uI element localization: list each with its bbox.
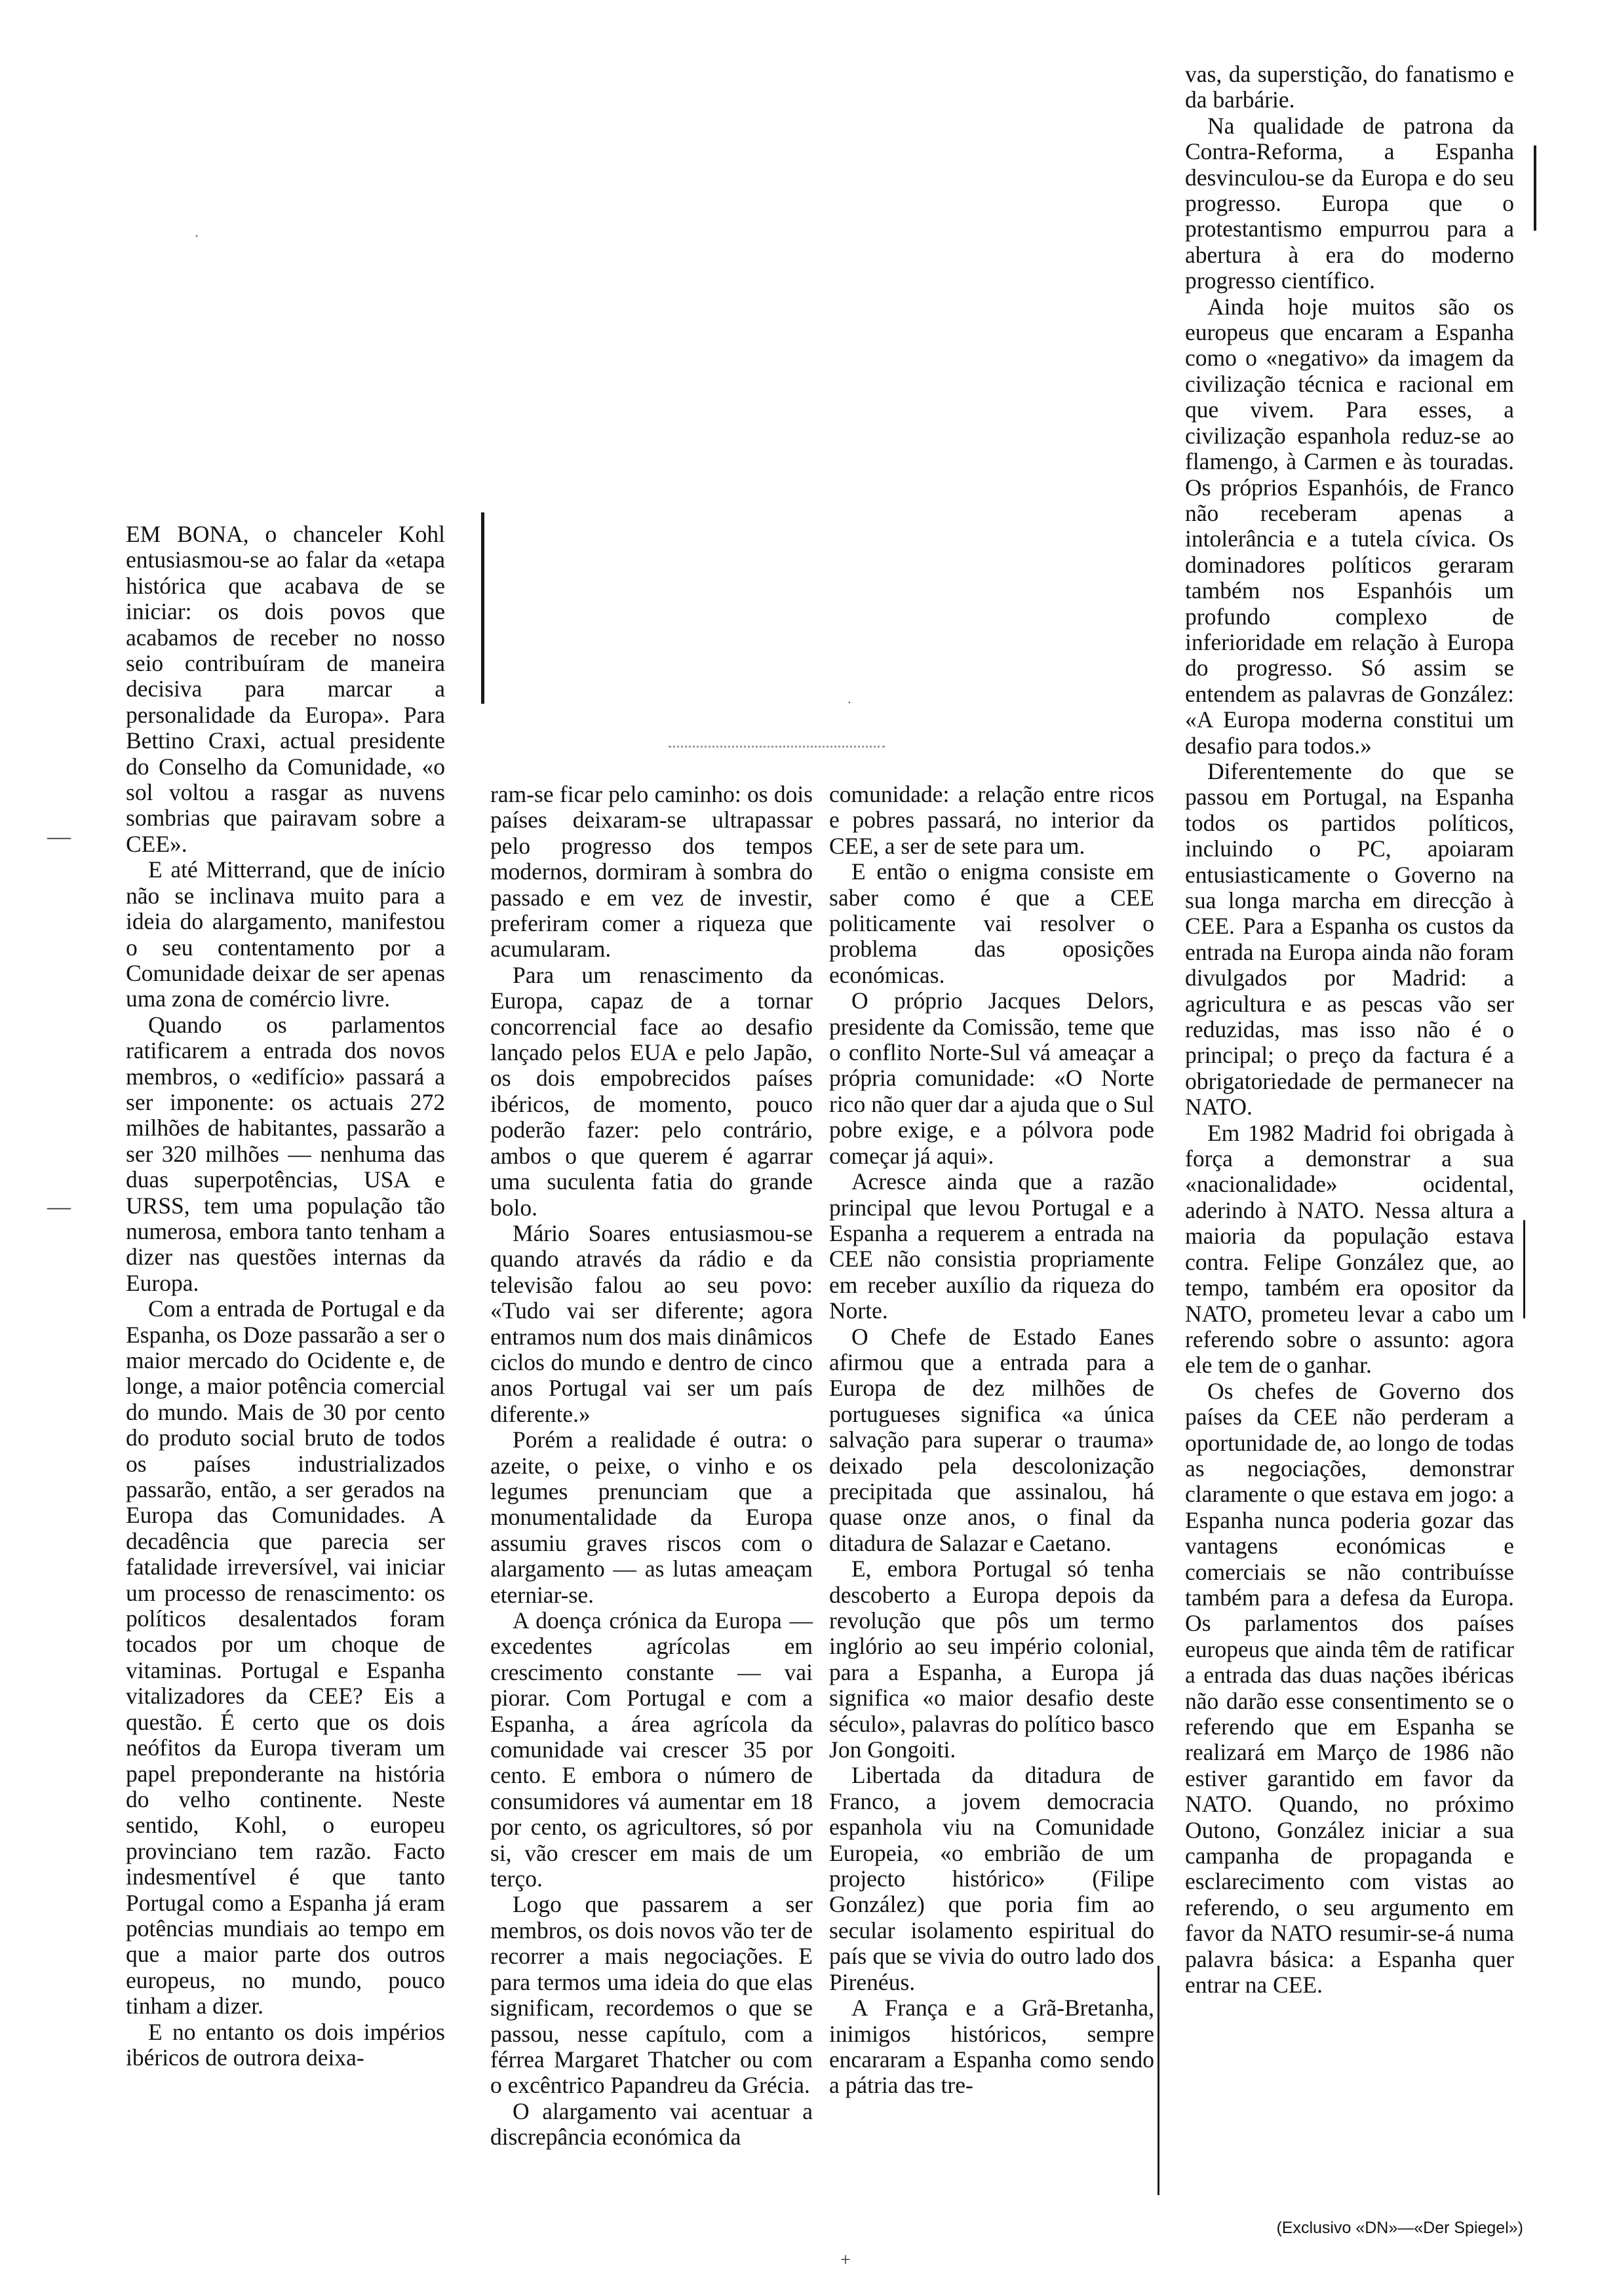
article-paragraph: Os chefes de Governo dos países da CEE não perderam a oportunidade de, ao longo de todas as negociações, demonstrar claramente o que estava em jogo: a Espanha nunca poderia gozar das vantagens económicas e comerciais se não contribuísse também para a defesa da Europa. Os parlamentos dos países europeus que ainda têm de ratificar a entrada das duas nações ibéricas não darão esse consentimento se o referendo que em Espanha se realizará em Março de 1986 não estiver garantido em favor da NATO. Quando, no próximo Outono, González iniciar a sua campanha de propaganda e esclarecimento com vistas ao referendo, o seu argumento em favor da NATO resumir-se-á numa palavra básica: a Espanha quer entrar na CEE.	[1185, 1377, 1514, 1999]
article-paragraph: Para um renascimento da Europa, capaz de a tornar concorrencial face ao desafio lançado pelos EUA e pelo Japão, os dois empobrecidos países ibéricos, de momento, pouco poderão fazer: pelo contrário, ambos o que querem é agarrar uma suculenta fatia do grande bolo.	[490, 961, 813, 1221]
article-paragraph: Quando os parlamentos ratificarem a entrada dos novos membros, o «edifício» passará a ser imponente: os actuais 272 milhões de habitantes, passarão a ser 320 milhões — nenhuma das duas superpotências, USA e URSS, tem uma população tão numerosa, embora tanto tenham a dizer nas questões internas da Europa.	[126, 1011, 445, 1296]
scan-mark: —	[47, 1193, 71, 1219]
article-paragraph: Acresce ainda que a razão principal que levou Portugal e a Espanha a requerem a entrada na CEE não consistia propriamente em receber auxílio da riqueza do Norte.	[829, 1168, 1154, 1324]
article-paragraph: Libertada da ditadura de Franco, a jovem democracia espanhola viu na Comunidade Europeia, «o embrião de um projecto histórico» (Filipe González) que poria fim ao secular isolamento espiritual do país que se vivia do outro lado dos Pirenéus.	[829, 1762, 1154, 1995]
column-rule	[1534, 145, 1536, 231]
article-paragraph: O alargamento vai acentuar a discrepância económica da	[490, 2097, 813, 2151]
article-paragraph: Logo que passarem a ser membros, os dois novos vão ter de recorrer a mais negociações. E para termos uma ideia do que elas significam, recordemos o que se passou, nesse capítulo, com a férrea Margaret Thatcher ou com o excêntrico Papandreu da Grécia.	[490, 1891, 813, 2099]
scan-mark: —	[47, 823, 71, 849]
article-paragraph: E, embora Portugal só tenha descoberto a Europa depois da revolução que pôs um termo inglório ao seu império colonial, para a Espanha, a Europa já significa «o maior desafio deste século», palavras do político basco Jon Gongoiti.	[829, 1556, 1154, 1763]
article-paragraph: Ainda hoje muitos são os europeus que encaram a Espanha como o «negativo» da imagem da civilização técnica e racional em que vivem. Para esses, a civilização espanhola reduz-se ao flamengo, à Carmen e às touradas. Os próprios Espanhóis, de Franco não receberam apenas a intolerância e a tutela cívica. Os dominadores políticos geraram também nos Espanhóis um profundo complexo de inferioridade em relação à Europa do progresso. Só assim se entendem as palavras de González: «A Europa moderna constitui um desafio para todos.»	[1185, 293, 1514, 759]
article-paragraph: E então o enigma consiste em saber como é que a CEE politicamente vai resolver o problema das oposições económicas.	[829, 858, 1154, 988]
article-paragraph: O Chefe de Estado Eanes afirmou que a entrada para a Europa de dez milhões de portugueses significa «a única salvação para superar o trauma» deixado pela descolonização precipitada que assinalou, há quase onze anos, o final da ditadura de Salazar e Caetano.	[829, 1323, 1154, 1556]
article-paragraph: O próprio Jacques Delors, presidente da Comissão, teme que o conflito Norte-Sul vá ameaçar a própria comunidade: «O Norte rico não quer dar a ajuda que o Sul pobre exige, e a pólvora pode começar já aqui».	[829, 987, 1154, 1169]
cut-line	[669, 746, 885, 750]
column-rule	[481, 512, 484, 704]
article-paragraph: Porém a realidade é outra: o azeite, o peixe, o vinho e os legumes prenunciam que a monumentalidade da Europa assumiu graves riscos com o alargamento — as lutas ameaçam eterniar-se.	[490, 1426, 813, 1608]
scan-speck: ·	[847, 695, 852, 712]
column-rule	[1523, 1220, 1525, 1318]
article-paragraph: A doença crónica da Europa — excedentes agrícolas em crescimento constante — vai piorar. Com Portugal e com a Espanha, a área agrícola da comunidade vai crescer 35 por cento. E embora o número de consumidores vá aumentar em 18 por cento, os agricultores, só por si, vão crescer em mais de um terço.	[490, 1607, 813, 1892]
article-column-4	[1185, 62, 1514, 1998]
article-paragraph: Diferentemente do que se passou em Portugal, na Espanha todos os partidos políticos, incluindo o PC, apoiaram entusiasticamente o Governo na sua longa marcha em direcção à CEE. Para a Espanha os custos da entrada na Europa ainda não foram divulgados por Madrid: a agricultura e as pescas vão ser reduzidas, mas isso não é o principal; o preço da factura é a obrigatoriedade de permanecer na NATO.	[1185, 757, 1514, 1120]
article-paragraph: comunidade: a relação entre ricos e pobres passará, no interior da CEE, a ser de sete para um.	[829, 781, 1154, 859]
article-paragraph: EM BONA, o chanceler Kohl entusiasmou-se ao falar da «etapa histórica que acabava de se iniciar: os dois povos que acabamos de receber no nosso seio contribuíram de maneira decisiva para marcar a personalidade da Europa». Para Bettino Craxi, actual presidente do Conselho da Comunidade, «o sol voltou a rasgar as nuvens sombrias que pairavam sobre a CEE».	[126, 521, 445, 857]
article-paragraph: E no entanto os dois impérios ibéricos de outrora deixa-	[126, 2018, 445, 2071]
article-credit: (Exclusivo «DN»—«Der Spiegel»)	[1276, 2219, 1523, 2237]
article-paragraph: Com a entrada de Portugal e da Espanha, os Doze passarão a ser o maior mercado do Ocidente e, de longe, a maior potência comercial do mundo. Mais de 30 por cento do produto social bruto de todos os países industrializados passarão, então, a ser gerados na Europa das Comunidades. A decadência que parecia ser fatalidade irreversível, vai iniciar um processo de renascimento: os políticos desalentados foram tocados por um choque de vitaminas. Portugal e Espanha vitalizadores da CEE? Eis a questão. É certo que os dois neófitos da Europa tiveram um papel preponderante na história do velho continente. Neste sentido, Kohl, o europeu provinciano tem razão. Facto indesmentível é que tanto Portugal como a Espanha já eram potências mundiais ao tempo em que a maior parte dos outros europeus, no mundo, pouco tinham a dizer.	[126, 1295, 445, 2019]
article-column-3	[829, 782, 1154, 2099]
article-paragraph: Na qualidade de patrona da Contra-Reforma, a Espanha desvinculou-se da Europa e do seu progresso. Europa que o protestantismo empurrou para a abertura à era do moderno progresso científico.	[1185, 112, 1514, 294]
article-paragraph: A França e a Grã-Bretanha, inimigos históricos, sempre encararam a Espanha como sendo a pátria das tre-	[829, 1995, 1154, 2099]
article-paragraph: Mário Soares entusiasmou-se quando através da rádio e da televisão falou ao seu povo: «Tudo vai ser diferente; agora entramos num dos mais dinâmicos ciclos do mundo e dentro de cinco anos Portugal vai ser um país diferente.»	[490, 1219, 813, 1427]
article-paragraph: vas, da superstição, do fanatismo e da barbárie.	[1185, 61, 1514, 113]
scan-mark: +	[840, 2250, 851, 2270]
column-rule	[1158, 1966, 1159, 2195]
article-column-1	[126, 522, 445, 2071]
article-column-2	[490, 782, 813, 2151]
article-paragraph: ram-se ficar pelo caminho: os dois países deixaram-se ultrapassar pelo progresso dos tempos modernos, dormiram à sombra do passado e em vez de investir, preferiram comer a riqueza que acumularam.	[490, 781, 813, 963]
article-paragraph: Em 1982 Madrid foi obrigada à força a demonstrar a sua «nacionalidade» ocidental, aderindo à NATO. Nessa altura a maioria da população estava contra. Felipe González que, ao tempo, também era opositor da NATO, prometeu levar a cabo um referendo sobre o assunto: agora ele tem de o ganhar.	[1185, 1119, 1514, 1379]
article-paragraph: E até Mitterrand, que de início não se inclinava muito para a ideia do alargamento, manifestou o seu contentamento por a Comunidade deixar de ser apenas uma zona de comércio livre.	[126, 856, 445, 1012]
scan-speck: ·	[194, 228, 199, 245]
